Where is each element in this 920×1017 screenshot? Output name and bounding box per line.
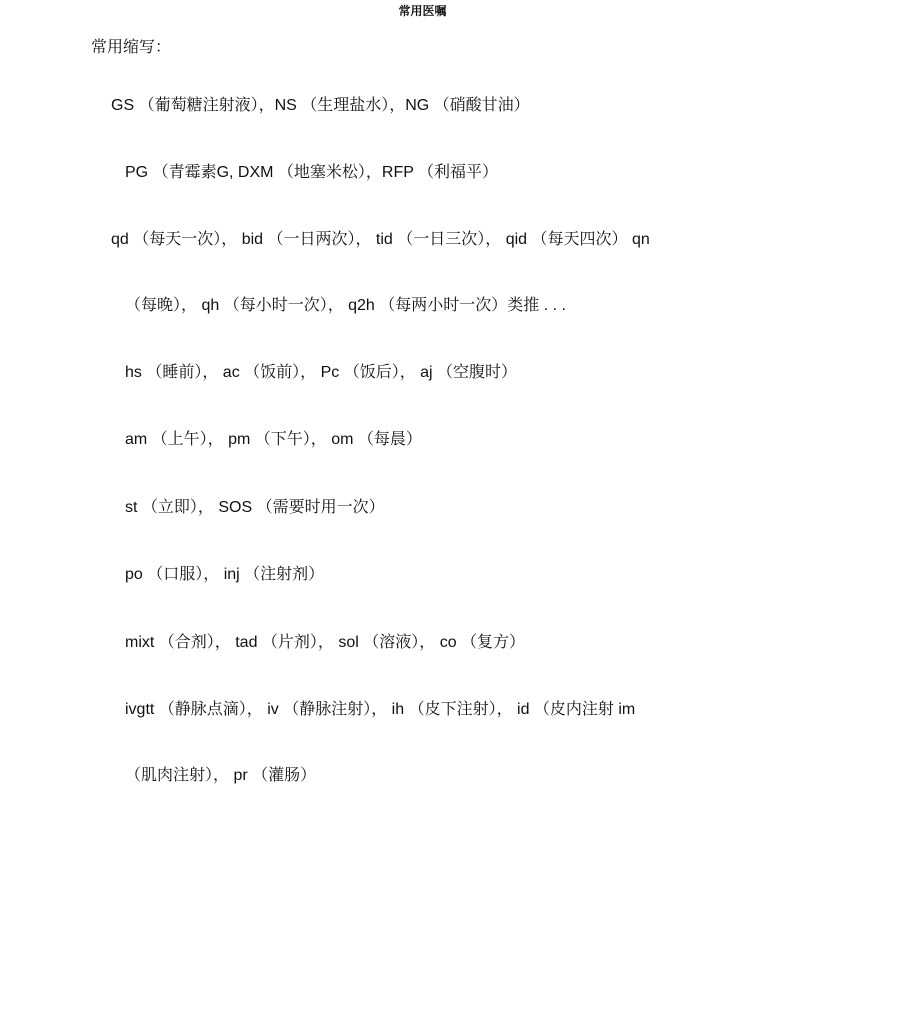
abbreviation-line: （肌肉注射）， pr （灌肠） xyxy=(125,767,317,784)
abbreviation-line: po （口服）， inj （注射剂） xyxy=(125,566,325,583)
abbreviation-line: GS （葡萄糖注射液），NS （生理盐水），NG （硝酸甘油） xyxy=(111,97,530,114)
abbreviation-line: st （立即）， SOS （需要时用一次） xyxy=(125,499,385,516)
abbreviation-line: （每晚）， qh （每小时一次）， q2h （每两小时一次）类推 . . . xyxy=(125,297,566,314)
section-heading: 常用缩写： xyxy=(91,37,172,56)
page-header-title: 常用医嘱 xyxy=(398,4,447,18)
abbreviation-line: PG （青霉素G, DXM （地塞米松），RFP （利福平） xyxy=(125,164,499,181)
abbreviation-line: ivgtt （静脉点滴）， iv （静脉注射）， ih （皮下注射）， id （皮内注射 im xyxy=(125,701,636,718)
abbreviation-line: mixt （合剂）， tad （片剂）， sol （溶液）， co （复方） xyxy=(125,634,526,651)
abbreviation-line: am （上午）， pm （下午）， om （每晨） xyxy=(125,431,422,448)
abbreviation-line: qd （每天一次）， bid （一日两次）， tid （一日三次）， qid （每天四次） qn xyxy=(111,231,650,248)
abbreviation-line: hs （睡前）， ac （饭前）， Pc （饭后）， aj （空腹时） xyxy=(125,364,518,381)
